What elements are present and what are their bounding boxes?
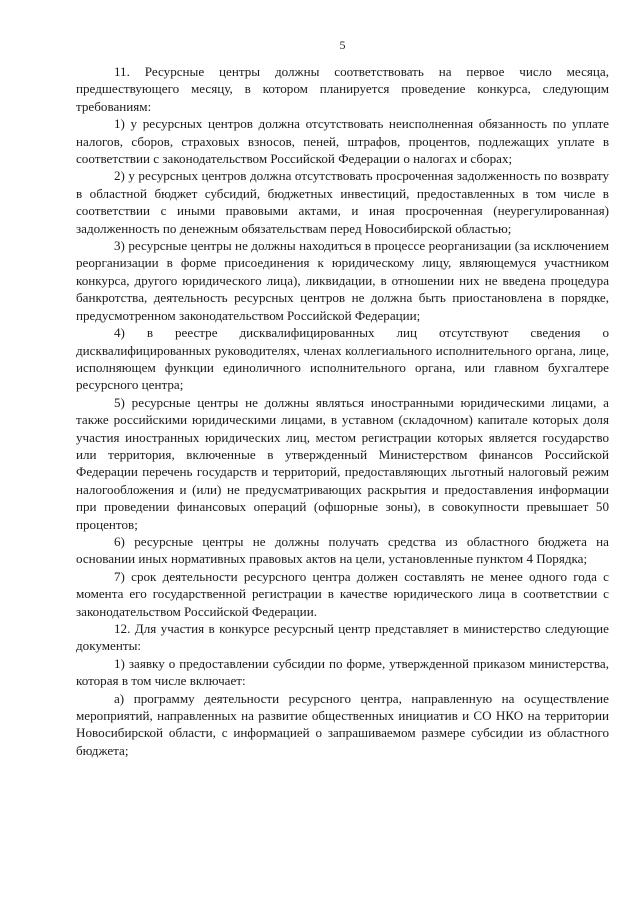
paragraph-12: 12. Для участия в конкурсе ресурсный центр представляет в министерство следующие документы: [76, 621, 609, 654]
paragraph-11-item-5: 5) ресурсные центры не должны являться иностранными юридическими лицами, а также российскими юридическими лицами, в уставном (складочном) капитале которых доля участия иностранных юридических лиц, местом регистрации которых является государство или территория, включенные в утвержденный Министерством финансов Российской Федерации перечень государств и территорий, предоставляющих льготный налоговый режим налогообложения и (или) не предусматривающих раскрытия и предоставления информации при проведении финансовых операций (офшорные зоны), в совокупности превышает 50 процентов; [76, 394, 609, 532]
paragraph-12-item-1a: а) программу деятельности ресурсного центра, направленную на осуществление мероприятий, направленных на развитие общественных инициатив и СО НКО на территории Новосибирской области, с информацией о запрашиваемом размере субсидии из областного бюджета; [76, 690, 609, 758]
paragraph-11-item-7: 7) срок деятельности ресурсного центра должен составлять не менее одного года с момента его государственной регистрации в качестве юридического лица в соответствии с законодательством Российской Федерации. [76, 568, 609, 619]
paragraph-12-item-1: 1) заявку о предоставлении субсидии по форме, утвержденной приказом министерства, которая в том числе включает: [76, 655, 609, 689]
paragraph-11: 11. Ресурсные центры должны соответствовать на первое число месяца, предшествующего месяцу, в котором планируется проведение конкурса, следующим требованиям: [76, 64, 609, 114]
paragraph-11-item-4: 4) в реестре дисквалифицированных лиц отсутствуют сведения о дисквалифицированных руководителях, членах коллегиального исполнительного органа, лице, исполняющем функции единоличного исполнительного органа, или главном бухгалтере ресурсного центра; [76, 325, 609, 393]
paragraph-11-item-6: 6) ресурсные центры не должны получать средства из областного бюджета на основании иных нормативных правовых актов на цели, установленные пунктом 4 Порядка; [76, 533, 609, 567]
page-number: 5 [339, 38, 346, 52]
paragraph-11-item-2: 2) у ресурсных центров должна отсутствовать просроченная задолженность по возврату в областной бюджет субсидий, бюджетных инвестиций, предоставленных в том числе в соответствии с иными правовыми актами, и иная просроченная (неурегулированная) задолженность по денежным обязательствам перед Новосибирской областью; [76, 168, 609, 236]
paragraph-11-item-1: 1) у ресурсных центров должна отсутствовать неисполненная обязанность по уплате налогов, сборов, страховых взносов, пеней, штрафов, процентов, подлежащих уплате в соответствии с законодательством Российской Федерации о налогах и сборах; [76, 116, 609, 167]
document-body [76, 63, 609, 759]
paragraph-11-item-3: 3) ресурсные центры не должны находиться в процессе реорганизации (за исключением реорганизации в форме присоединения к юридическому лицу, являющемуся участником конкурса, другого юридического лица), ликвидации, в отношении них не введена процедура банкротства, деятельность ресурсных центров не должна быть приостановлена в порядке, предусмотренном законодательством Российской Федерации; [76, 238, 609, 323]
